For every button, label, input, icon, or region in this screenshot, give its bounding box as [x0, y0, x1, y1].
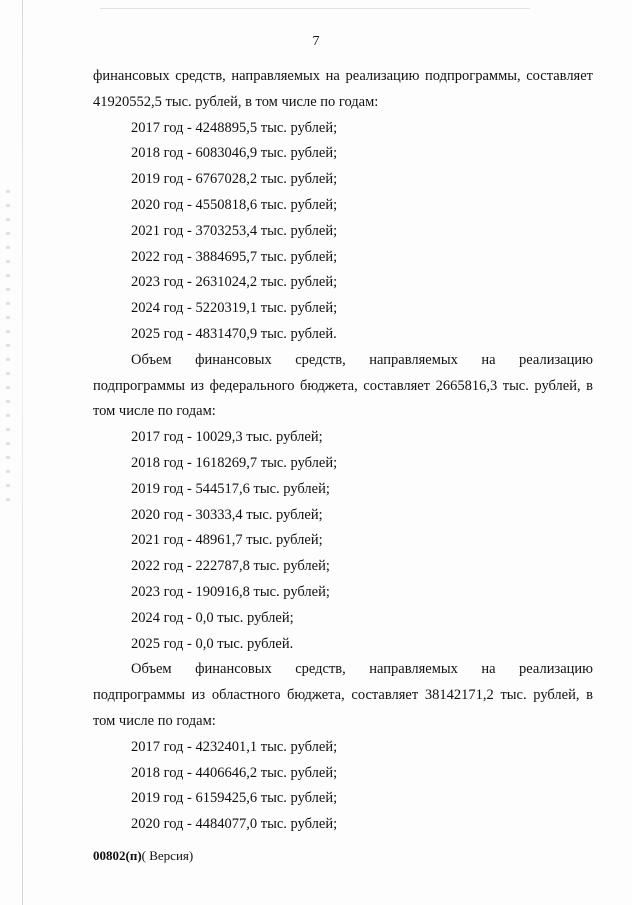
- regional-paragraph-line-1: Объем финансовых средств, направляемых на реализацию: [131, 661, 593, 678]
- total-year-item: 2025 год - 4831470,9 тыс. рублей.: [131, 325, 337, 342]
- federal-paragraph-line-1: Объем финансовых средств, направляемых на реализацию: [131, 351, 593, 368]
- federal-year-item: 2023 год - 190916,8 тыс. рублей;: [131, 583, 330, 600]
- intro-line-2: 41920552,5 тыс. рублей, в том числе по годам:: [93, 93, 379, 110]
- total-year-item: 2023 год - 2631024,2 тыс. рублей;: [131, 274, 338, 291]
- scan-left-edge: [22, 0, 23, 905]
- document-body: [93, 64, 593, 838]
- scan-binding-marks: [6, 190, 10, 510]
- federal-year-item: 2020 год - 30333,4 тыс. рублей;: [131, 506, 323, 523]
- total-year-item: 2020 год - 4550818,6 тыс. рублей;: [131, 196, 338, 213]
- total-year-item: 2021 год - 3703253,4 тыс. рублей;: [131, 222, 338, 239]
- document-code: 00802(п): [93, 848, 142, 863]
- total-year-item: 2022 год - 3884695,7 тыс. рублей;: [131, 248, 338, 265]
- federal-year-item: 2018 год - 1618269,7 тыс. рублей;: [131, 454, 338, 471]
- federal-year-item: 2017 год - 10029,3 тыс. рублей;: [131, 429, 323, 446]
- total-year-item: 2019 год - 6767028,2 тыс. рублей;: [131, 171, 338, 188]
- federal-paragraph-line-2: подпрограммы из федерального бюджета, составляет 2665816,3 тыс. рублей, в: [93, 377, 593, 394]
- federal-year-item: 2025 год - 0,0 тыс. рублей.: [131, 635, 294, 652]
- federal-year-item: 2022 год - 222787,8 тыс. рублей;: [131, 558, 330, 575]
- federal-year-item: 2019 год - 544517,6 тыс. рублей;: [131, 480, 330, 497]
- regional-year-item: 2020 год - 4484077,0 тыс. рублей;: [131, 816, 338, 833]
- scan-top-edge: [100, 8, 530, 9]
- federal-year-item: 2024 год - 0,0 тыс. рублей;: [131, 609, 294, 626]
- regional-paragraph-line-3: том числе по годам:: [93, 712, 216, 729]
- regional-paragraph-line-2: подпрограммы из областного бюджета, составляет 38142171,2 тыс. рублей, в: [93, 687, 593, 704]
- regional-year-item: 2018 год - 4406646,2 тыс. рублей;: [131, 764, 338, 781]
- regional-year-item: 2017 год - 4232401,1 тыс. рублей;: [131, 738, 338, 755]
- total-year-item: 2024 год - 5220319,1 тыс. рублей;: [131, 300, 338, 317]
- total-year-item: 2018 год - 6083046,9 тыс. рублей;: [131, 145, 338, 162]
- federal-paragraph-line-3: том числе по годам:: [93, 403, 216, 420]
- intro-line-1: финансовых средств, направляемых на реализацию подпрограммы, составляет: [93, 68, 593, 84]
- document-version: ( Версия): [141, 848, 194, 863]
- regional-year-item: 2019 год - 6159425,6 тыс. рублей;: [131, 790, 338, 807]
- federal-year-item: 2021 год - 48961,7 тыс. рублей;: [131, 532, 323, 549]
- total-year-item: 2017 год - 4248895,5 тыс. рублей;: [131, 119, 338, 136]
- page-number: 7: [312, 34, 320, 49]
- document-footer: [93, 848, 193, 864]
